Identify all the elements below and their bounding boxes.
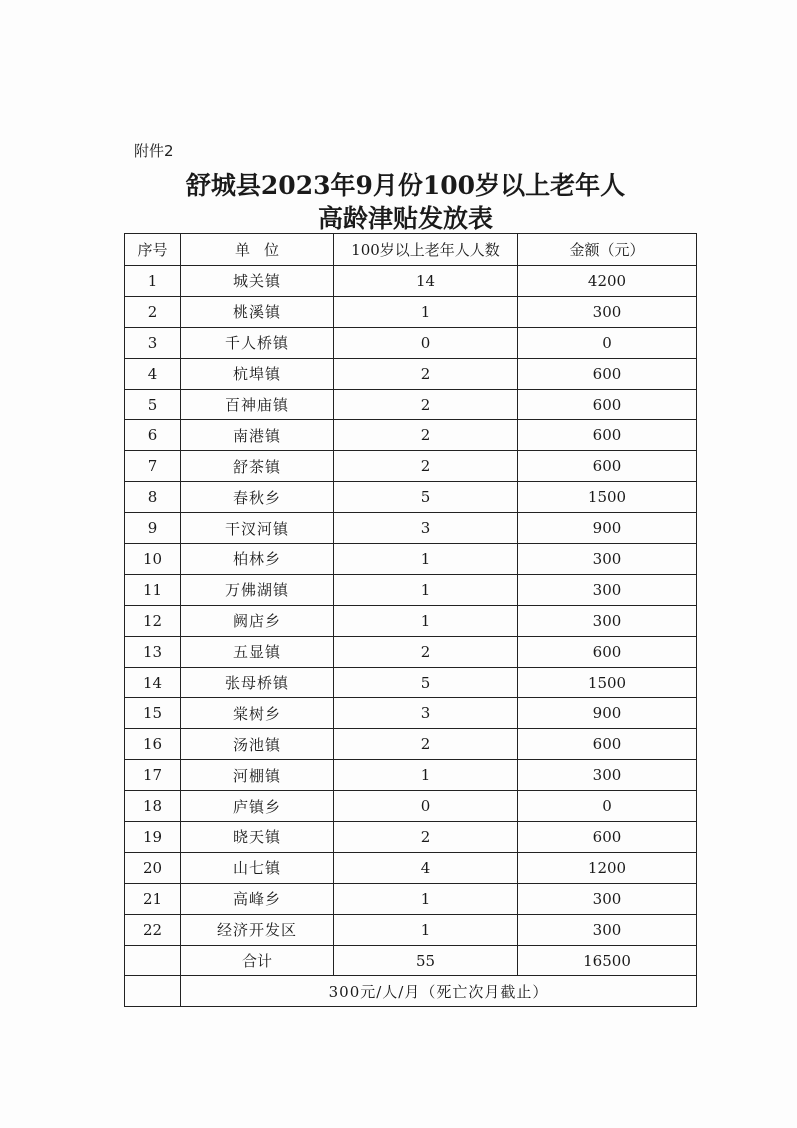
row-index: 22 xyxy=(125,914,181,945)
row-unit: 南港镇 xyxy=(181,420,334,451)
row-unit: 杭埠镇 xyxy=(181,358,334,389)
row-amount: 600 xyxy=(518,420,697,451)
row-amount: 600 xyxy=(518,358,697,389)
row-count: 0 xyxy=(334,327,518,358)
row-amount: 1500 xyxy=(518,667,697,698)
row-unit: 桃溪镇 xyxy=(181,296,334,327)
row-index: 3 xyxy=(125,327,181,358)
row-count: 4 xyxy=(334,852,518,883)
row-count: 1 xyxy=(334,914,518,945)
row-amount: 300 xyxy=(518,605,697,636)
row-unit: 棠树乡 xyxy=(181,698,334,729)
row-count: 0 xyxy=(334,791,518,822)
row-amount: 0 xyxy=(518,791,697,822)
row-index: 15 xyxy=(125,698,181,729)
row-index: 2 xyxy=(125,296,181,327)
table-row xyxy=(125,482,697,513)
row-count: 2 xyxy=(334,358,518,389)
row-count: 2 xyxy=(334,636,518,667)
row-count: 2 xyxy=(334,729,518,760)
row-unit: 柏林乡 xyxy=(181,544,334,575)
row-unit: 晓天镇 xyxy=(181,822,334,853)
table-row xyxy=(125,822,697,853)
table-row xyxy=(125,791,697,822)
row-index: 8 xyxy=(125,482,181,513)
row-amount: 300 xyxy=(518,574,697,605)
row-index: 9 xyxy=(125,513,181,544)
table-row xyxy=(125,358,697,389)
table-row xyxy=(125,327,697,358)
total-label: 合计 xyxy=(181,945,334,976)
row-index: 11 xyxy=(125,574,181,605)
row-amount: 300 xyxy=(518,544,697,575)
document-title-line1: 舒城县2023年9月份100岁以上老年人 xyxy=(185,171,626,200)
row-count: 1 xyxy=(334,544,518,575)
table-row xyxy=(125,852,697,883)
table-row xyxy=(125,513,697,544)
row-amount: 300 xyxy=(518,914,697,945)
row-count: 1 xyxy=(334,760,518,791)
row-index: 5 xyxy=(125,389,181,420)
row-unit: 庐镇乡 xyxy=(181,791,334,822)
row-amount: 300 xyxy=(518,296,697,327)
table-row xyxy=(125,544,697,575)
row-count: 2 xyxy=(334,389,518,420)
table-row xyxy=(125,667,697,698)
row-amount: 600 xyxy=(518,822,697,853)
row-unit: 经济开发区 xyxy=(181,914,334,945)
row-index: 13 xyxy=(125,636,181,667)
total-amount: 16500 xyxy=(518,945,697,976)
note-text: 300元/人/月（死亡次月截止） xyxy=(181,976,697,1007)
row-count: 1 xyxy=(334,574,518,605)
header-index: 序号 xyxy=(125,234,181,266)
row-count: 1 xyxy=(334,296,518,327)
row-index: 17 xyxy=(125,760,181,791)
row-amount: 300 xyxy=(518,883,697,914)
row-amount: 600 xyxy=(518,389,697,420)
row-unit: 城关镇 xyxy=(181,266,334,297)
header-count: 100岁以上老年人人数 xyxy=(334,234,518,266)
row-count: 1 xyxy=(334,605,518,636)
row-index: 12 xyxy=(125,605,181,636)
table-row xyxy=(125,914,697,945)
row-amount: 600 xyxy=(518,451,697,482)
row-unit: 干汊河镇 xyxy=(181,513,334,544)
row-index: 4 xyxy=(125,358,181,389)
row-index: 16 xyxy=(125,729,181,760)
row-amount: 900 xyxy=(518,698,697,729)
table-row xyxy=(125,451,697,482)
row-index: 18 xyxy=(125,791,181,822)
row-count: 3 xyxy=(334,698,518,729)
row-amount: 600 xyxy=(518,636,697,667)
row-amount: 900 xyxy=(518,513,697,544)
header-unit: 单位 xyxy=(181,234,334,266)
row-count: 5 xyxy=(334,482,518,513)
row-index: 7 xyxy=(125,451,181,482)
row-count: 2 xyxy=(334,420,518,451)
table-row xyxy=(125,698,697,729)
row-unit: 百神庙镇 xyxy=(181,389,334,420)
table-row xyxy=(125,883,697,914)
attachment-label: 附件2 xyxy=(134,142,174,160)
subsidy-table xyxy=(124,233,697,1007)
row-index: 6 xyxy=(125,420,181,451)
row-unit: 张母桥镇 xyxy=(181,667,334,698)
row-unit: 阙店乡 xyxy=(181,605,334,636)
row-unit: 高峰乡 xyxy=(181,883,334,914)
row-amount: 300 xyxy=(518,760,697,791)
row-count: 5 xyxy=(334,667,518,698)
table-row xyxy=(125,729,697,760)
row-count: 14 xyxy=(334,266,518,297)
row-index: 1 xyxy=(125,266,181,297)
table-row xyxy=(125,266,697,297)
row-unit: 万佛湖镇 xyxy=(181,574,334,605)
note-blank xyxy=(125,976,181,1007)
table-row xyxy=(125,636,697,667)
row-index: 14 xyxy=(125,667,181,698)
row-count: 2 xyxy=(334,822,518,853)
row-count: 3 xyxy=(334,513,518,544)
total-blank xyxy=(125,945,181,976)
row-unit: 五显镇 xyxy=(181,636,334,667)
table-row xyxy=(125,760,697,791)
document-title-line2: 高龄津贴发放表 xyxy=(317,204,493,233)
row-unit: 春秋乡 xyxy=(181,482,334,513)
table-row xyxy=(125,389,697,420)
row-unit: 千人桥镇 xyxy=(181,327,334,358)
row-amount: 600 xyxy=(518,729,697,760)
table-row xyxy=(125,605,697,636)
row-amount: 1500 xyxy=(518,482,697,513)
row-index: 21 xyxy=(125,883,181,914)
row-index: 10 xyxy=(125,544,181,575)
table-row xyxy=(125,574,697,605)
header-amount: 金额（元） xyxy=(518,234,697,266)
row-unit: 山七镇 xyxy=(181,852,334,883)
row-count: 2 xyxy=(334,451,518,482)
row-index: 19 xyxy=(125,822,181,853)
row-unit: 舒茶镇 xyxy=(181,451,334,482)
subsidy-table-body xyxy=(125,234,697,1007)
table-row xyxy=(125,420,697,451)
table-header-row xyxy=(125,234,697,266)
row-unit: 河棚镇 xyxy=(181,760,334,791)
note-row xyxy=(125,976,697,1007)
row-count: 1 xyxy=(334,883,518,914)
total-count: 55 xyxy=(334,945,518,976)
total-row xyxy=(125,945,697,976)
table-row xyxy=(125,296,697,327)
row-amount: 4200 xyxy=(518,266,697,297)
row-amount: 1200 xyxy=(518,852,697,883)
row-unit: 汤池镇 xyxy=(181,729,334,760)
row-amount: 0 xyxy=(518,327,697,358)
row-index: 20 xyxy=(125,852,181,883)
